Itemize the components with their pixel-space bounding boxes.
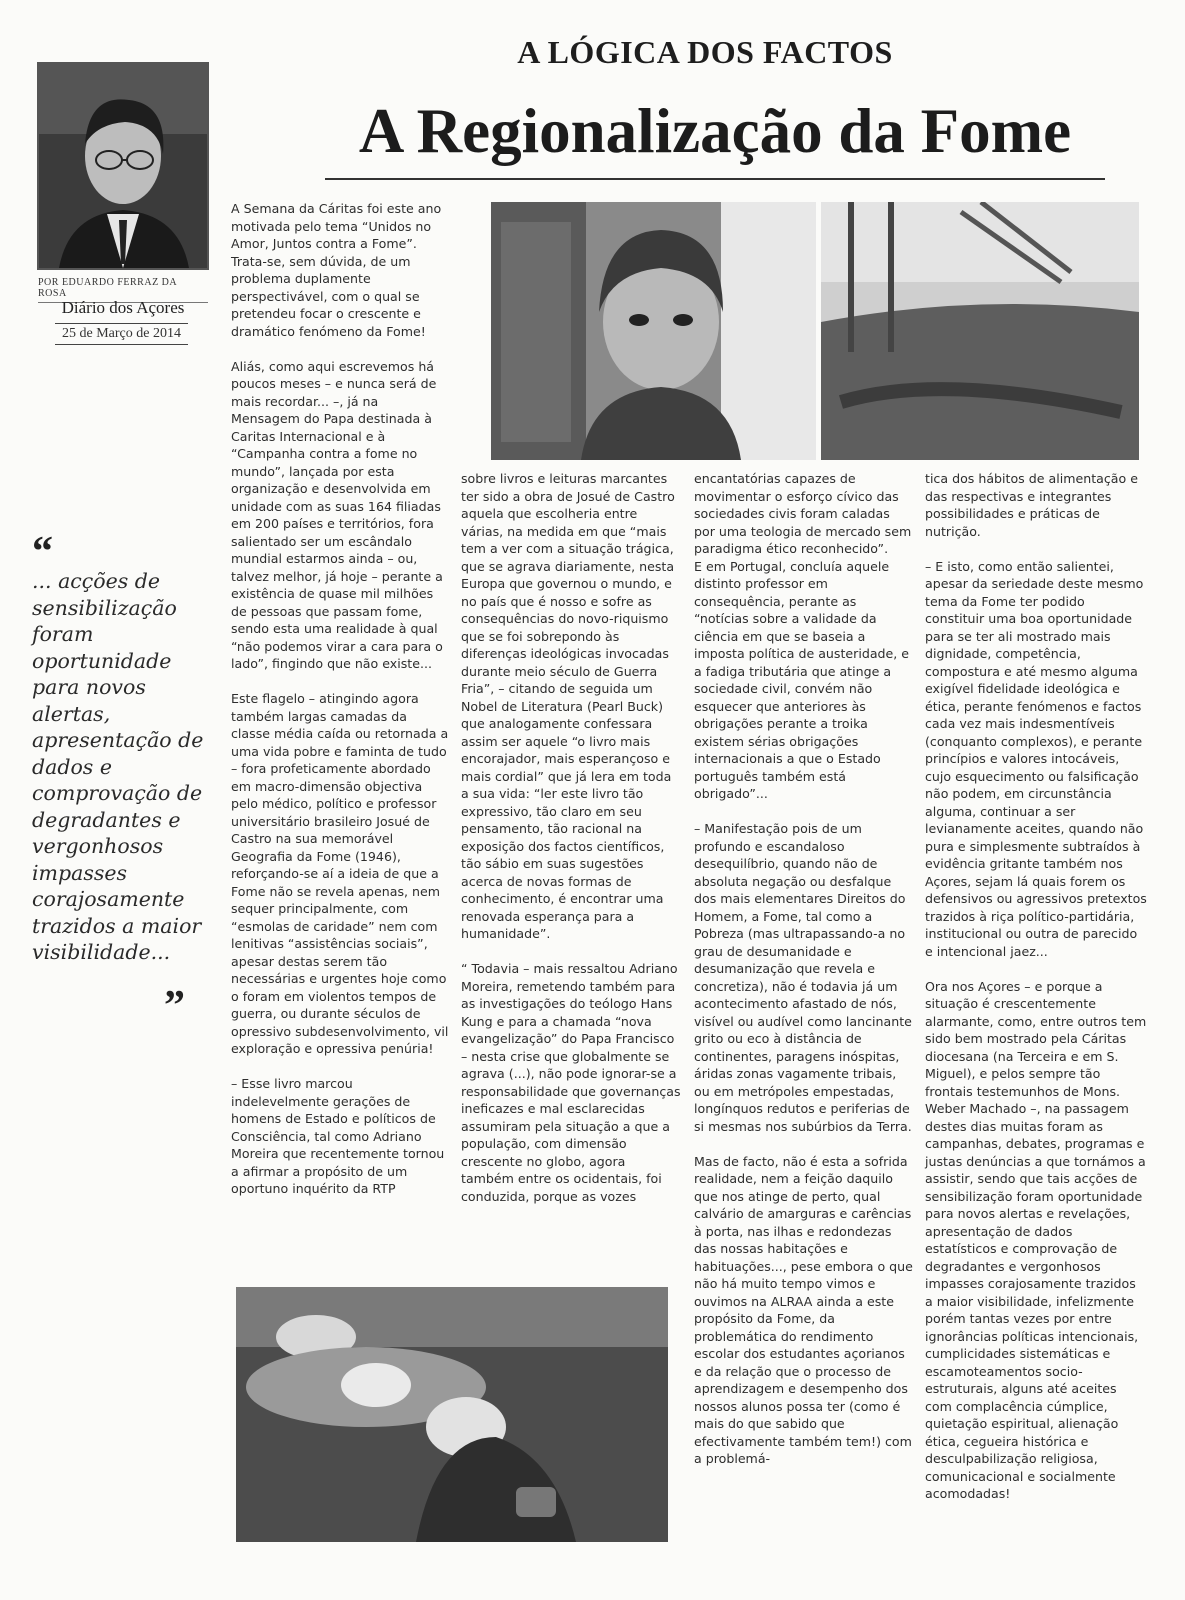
bread-hands-photo-image [236,1287,668,1542]
child-photo-image [491,202,816,460]
bread-hands-photo [236,1287,668,1542]
slum-photo-image [821,202,1139,460]
quote-close-mark: ” [164,983,185,1029]
headline: A Regionalização da Fome [325,92,1105,180]
author-byline: POR EDUARDO FERRAZ DA ROSA [38,277,208,303]
author-portrait [37,62,209,270]
article-column-1: A Semana da Cáritas foi este ano motivada pelo tema “Unidos no Amor, Juntos contra a Fome”. Trata-se, sem dúvida, de um problema duplamente perspectivável, com o qual se pretendeu focar o crescente e dramático fenómeno da Fome! Aliás, como aqui escrevemos há poucos meses – e nunca será de mais recordar... –, já na Mensagem do Papa destinada à Caritas Internacional e à “Campanha contra a fome no mundo”, lançada por esta organização e desenvolvida em unidade com as suas 164 filiadas em 200 países e territórios, fora salientado ser um escândalo mundial estarmos ainda – ou, talvez melhor, já hoje – perante a existência de quase mil milhões de pessoas que passam fome, sendo esta uma realidade à qual “não podemos virar a cara para o lado”, fingindo que não existe... Este flagelo – atingindo agora também largas camadas da classe média caída ou retornada a uma vida pobre e faminta de tudo – fora profeticamente abordado em macro-dimensão objectiva pelo médico, político e professor universitário brasileiro Josué de Castro na sua memorável Geografia da Fome (1946), reforçando-se aí a ideia de que a Fome não se revela apenas, nem sequer principalmente, com “esmolas de caridade” nem com lenitivas “assistências sociais”, apesar destas serem tão necessárias e urgentes hoje como o foram em violentos tempos de guerra, ou durante séculos de opressivo subdesenvolvimento, vil exploração e opressiva penúria! – Esse livro marcou indelevelmente gerações de homens de Estado e políticos de Consciência, tal como Adriano Moreira que recentemente tornou a afirmar a propósito de um oportuno inquérito da RTP [231,201,449,1196]
publication-date: 25 de Março de 2014 [55,323,188,345]
article-column-4: tica dos hábitos de alimentação e das respectivas e integrantes possibilidades e práticas de nutrição. – E isto, como então salientei, apesar da seriedade deste mesmo tema da Fome ter podido constituir uma boa oportunidade para se ter ali mostrado mais dignidade, competência, compostura e até mesmo alguma exigível fidelidade ideológica e ética, perante fenómenos e factos cada vez mais indesmentíveis (conquanto complexos), e perante princípios e valores intocáveis, cujo esquecimento ou falsificação não podem, em circunstância alguma, continuar a ser levianamente aceites, quando não pura e simplesmente subtraídos à evidência gritante também nos Açores, sejam lá quais forem os defensivos ou agressivos pretextos trazidos à riça político-partidária, institucional ou outra de parecido e intencional jaez... Ora nos Açores – e porque a situação é crescentemente alarmante, como, entre outros tem sido bem mostrado pela Cáritas diocesana (na Terceira e em S. Miguel), e pelos sempre tão frontais testemunhos de Mons. Weber Machado –, na passagem destes dias muitas foram as campanhas, debates, programas e justas denúncias a que tornámos a assistir, sendo que tais acções de sensibilização foram oportunidade para novos alertas e revelações, apresentação de dados estatísticos e comprovação de degradantes e vergonhosos impasses corajosamente trazidos a maior visibilidade, infelizmente porém tantas vezes por entre ignorâncias políticas intencionais, cumplicidades sistemáticas e escamoteamentos socio-estruturais, alguns até aceites com complacência cúmplice, quietação espiritual, alienação ética, cegueira histórica e desculpabilização religiosa, comunicacional e socialmente acomodadas! [925,471,1147,1501]
author-portrait-image [39,64,207,268]
article-column-2: sobre livros e leituras marcantes ter sido a obra de Josué de Castro aquela que escolheria entre várias, na medida em que “mais tem a ver com a situação trágica, que se agrava diariamente, nesta Europa que governou o mundo, e no país que é nosso e sofre as consequências do novo-riquismo que se foi sobrepondo às diferenças ideológicas invocadas durante meio século de Guerra Fria”, – citando de seguida um Nobel de Literatura (Pearl Buck) que analogamente confessara assim ser aquele “o livro mais encorajador, mais esperançoso e mais cordial” que já lera em toda a sua vida: “ler este livro tão expressivo, tão claro em seu pensamento, tão racional na exposição dos factos científicos, tão sábio em suas sugestões acerca de novas formas de conhecimento, é encontrar uma renovada esperança para a humanidade”. “ Todavia – mais ressaltou Adriano Moreira, remetendo também para as investigações do teólogo Hans Kung e para a chamada “nova evangelização” do Papa Francisco – nesta crise que globalmente se agrava (...), não pode ignorar-se a responsabilidade que governanças ineficazes e mal esclarecidas assumiram pela situação a que a população, com dimensão crescente no globo, agora também entre os ocidentais, foi conduzida, porque as vozes [461,471,681,1204]
article-column-3: encantatórias capazes de movimentar o esforço cívico das sociedades civis foram caladas por uma teologia de mercado sem paradigma ético reconhecido”. E em Portugal, concluía aquele distinto professor em consequência, perante as “notícias sobre a validade da ciência em que se baseia a imposta política de austeridade, e a fadiga tributária que atinge a sociedade civil, convém não esquecer que anteriores às obrigações perante a troika existem sérias obrigações internacionais a que o Estado português também está obrigado”... – Manifestação pois de um profundo e escandaloso desequilíbrio, quando não de absoluta negação ou desfalque dos mais elementares Direitos do Homem, a Fome, tal como a Pobreza (mas ultrapassando-a no grau de desumanidade e desumanização que revela e concretiza), não é todavia já um acontecimento afastado de nós, visível ou audível como lancinante grito ou eco à distância de continentes, paragens inóspitas, áridas zonas vagamente tribais, ou em metrópoles empestadas, longínquos redutos e periferias de si mesmas nos subúrbios da Terra. Mas de facto, não é esta a sofrida realidade, nem a feição daquilo que nos atinge de perto, qual calvário de amarguras e carências à porta, nas ilhas e redondezas das nossas habitações e habituações..., pese embora o que não há muito tempo vimos e ouvimos na ALRAA ainda a este propósito da Fome, da problemática do rendimento escolar dos estudantes açorianos e da relação que o processo de aprendizagem e desempenho dos nossos alunos possa ter (como é mais do que sabido que efectivamente também tem!) com a problemá- [694,471,913,1466]
child-photo [491,202,816,460]
slum-photo [821,202,1139,460]
quote-open-mark: “ [32,529,53,575]
section-title: A LÓGICA DOS FACTOS [517,34,893,70]
pull-quote: ... acções de sensibilização foram oportunidade para novos alertas, apresentação de dados e comprovação de degradantes e vergonhosos impasses corajosamente trazidos a maior visibilidade... [32,569,204,964]
newspaper-name: Diário dos Açores [61,298,185,317]
